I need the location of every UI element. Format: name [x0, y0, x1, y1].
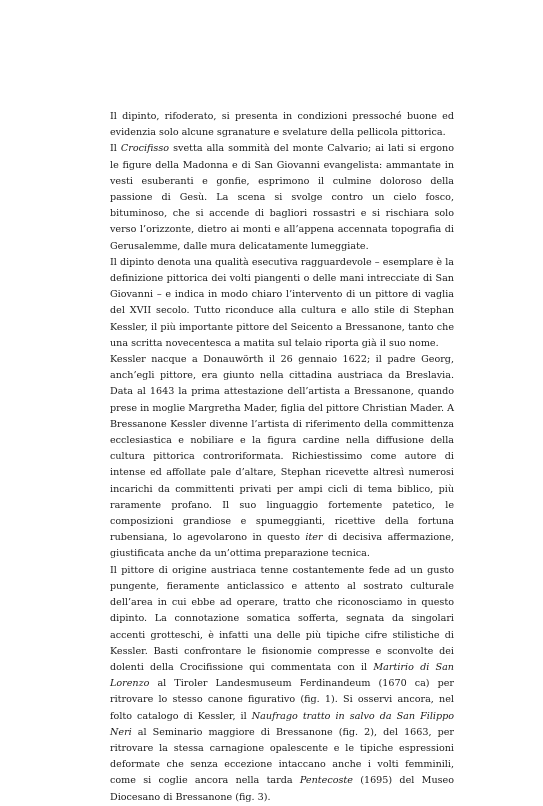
body-text	[110, 109, 454, 806]
italic-title: Naufrago tratto in salvo da San Filippo Neri	[110, 710, 455, 738]
paragraph-attribution	[110, 255, 454, 352]
text-run: al Seminario maggiore di Bressanone (fig. 2), del 1663, per ritrovare la stessa carnagione opalescente e le tipiche espressioni deformate che senza eccezione intaccano anche i volti femminili, come si coglie ancora nella tarda	[110, 726, 454, 787]
text-run: Kessler nacque a Donauwörth il 26 gennaio 1622; il padre Georg, anch’egli pittore, era giunto nella cittadina austriaca da Breslavia. Data al 1643 la prima attestazione dell’artista a Bressanone, quando prese in moglie Margretha Mader, figlia del pittore Christian Mader. A Bressanone Kessler divenne l’artista di riferimento della committenza ecclesiastica e nobiliare e la figura cardine nella diffusione della cultura pittorica controriformata. Richiestissimo come autore di intense ed affollate pale d’altare, Stephan ricevette altresì numerosi incarichi da committenti privati per ampi cicli di tema biblico, più raramente profano. Il suo linguaggio fortemente patetico, le composizioni grandiose e spumeggianti, ricettive della fortuna rubensiana, lo agevolarono in questo	[110, 354, 454, 544]
text-run: (1695) del Museo Diocesano di Bressanone (fig. 3).	[110, 775, 454, 803]
text-run: Il dipinto, rifoderato, si presenta in condizioni pressoché buone ed evidenzia solo alcune sgranature e svelature della pellicola pittorica.	[110, 111, 454, 139]
italic-title: Martirio di San Lorenzo	[110, 661, 454, 690]
italic-term: iter	[305, 532, 323, 544]
paragraph-comparison	[110, 563, 454, 806]
text-run: di decisiva affermazione, giustificata anche da un’ottima preparazione tecnica.	[110, 532, 455, 560]
text-run: svetta alla sommità del monte Calvario; ai lati si ergono le figure della Madonna e di San Giovanni evangelista: ammantate in vesti esuberanti e gonfie, esprimono il culmine doloroso della passione di Gesù. La scena si svolge contro un cielo fosco, bituminoso, che si accende di bagliori rossastri e si rischiara solo verso l’orizzonte, dietro ai monti e all’appena accennata topografia di Gerusalemme, dalle mura delicatamente lumeggiate.	[110, 143, 454, 252]
paragraph-description	[110, 141, 454, 254]
text-run: Il pittore di origine austriaca tenne costantemente fede ad un gusto pungente, fieramente anticlassico e attento al sostrato culturale dell’area in cui ebbe ad operare, tratto che riconosciamo in questo dipinto. La connotazione somatica sofferta, segnata da singolari accenti grotteschi, è infatti una delle più tipiche cifre stilistiche di Kessler. Basti confrontare le fisionomie compresse e sconvolte dei dolenti della Crocifissione qui commentata con il	[110, 564, 454, 673]
text-run: Il dipinto denota una qualità esecutiva ragguardevole – esemplare è la definizione pittorica dei volti piangenti o delle mani intrecciate di San Giovanni – e indica in modo chiaro l’intervento di un pittore di vaglia del XVII secolo. Tutto riconduce alla cultura e allo stile di Stephan Kessler, il più importante pittore del Seicento a Bressanone, tanto che una scritta novecentesca a matita sul telaio riporta già il suo nome.	[110, 256, 454, 349]
text-run: al Tiroler Landesmuseum Ferdinandeum (1670 ca) per ritrovare lo stesso canone figurativo (fig. 1). Si osservi ancora, nel folto catalogo di Kessler, il	[110, 678, 454, 722]
italic-title: Crocifisso	[120, 143, 170, 155]
italic-title: Pentecoste	[299, 775, 353, 787]
text-run: Il	[110, 143, 121, 155]
paragraph-biography	[110, 352, 454, 563]
paragraph-condition	[110, 109, 454, 141]
